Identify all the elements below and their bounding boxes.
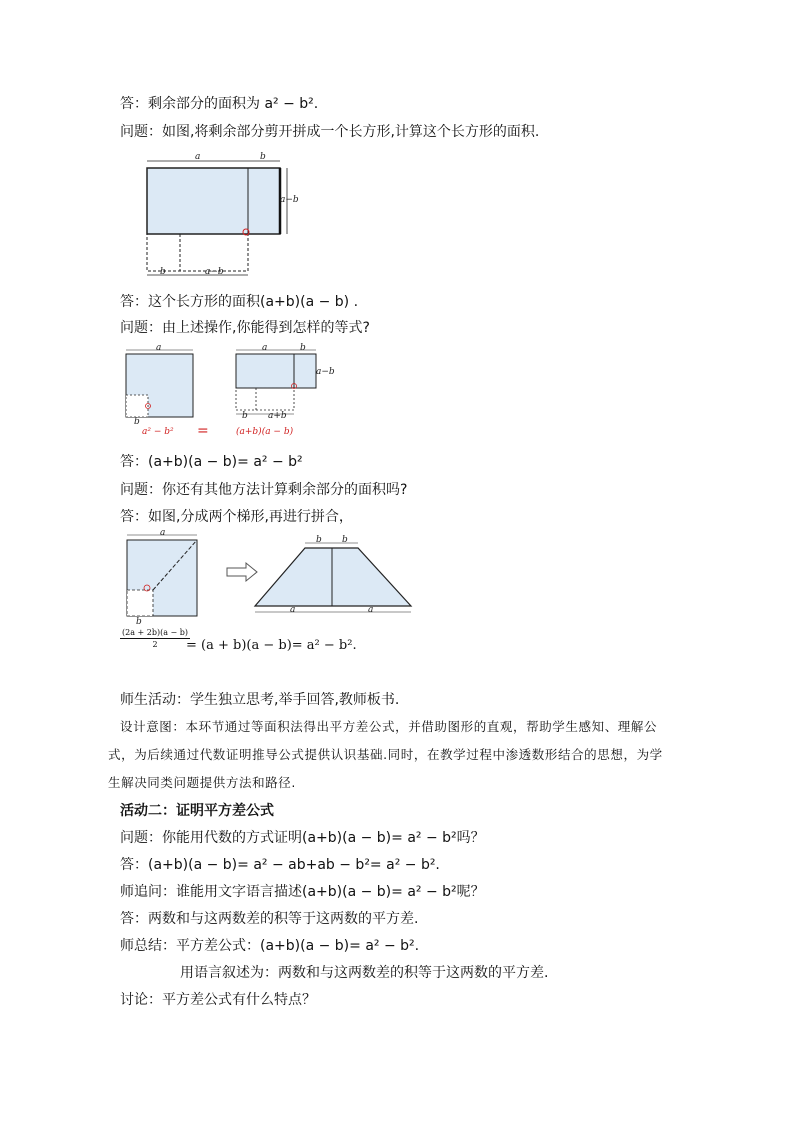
question-rectangle-area: 问题：如图,将剩余部分剪开拼成一个长方形,计算这个长方形的面积. [120,124,540,140]
fig1-label-b: b [260,152,266,162]
fraction-denominator: 2 [152,640,158,649]
figure-trapezoids [120,528,420,627]
fig2-right-caption: (a+b)(a − b) [236,427,294,437]
arrow-right-icon [227,563,257,581]
fraction-result: = (a + b)(a − b)= a² − b². [186,638,357,653]
design-intent-line-1: 设计意图：本环节通过等面积法得出平方差公式，并借助图形的直观，帮助学生感知、理解公 [120,719,658,734]
fig3-label-a-bottom-left: a [290,605,296,615]
question-equation: 问题：由上述操作,你能得到怎样的等式? [120,320,370,336]
fig3-label-b-top-right: b [342,535,348,545]
question-other-method: 问题：你还有其他方法计算剩余部分的面积吗? [120,482,408,498]
fig1-label-amb-right: a−b [280,195,299,205]
design-intent-line-2: 式，为后续通过代数证明推导公式提供认识基础.同时，在教学过程中渗透数形结合的思想，为学 [108,747,663,762]
fig2-label-amb-right: a−b [316,367,335,377]
answer-rectangle-area: 答：这个长方形的面积(a+b)(a − b) . [120,294,359,310]
fraction-numerator: (2a + 2b)(a − b) [122,628,189,637]
fig2-label-a-right: a [262,343,268,353]
answer-trapezoids: 答：如图,分成两个梯形,再进行拼合， [120,509,353,525]
fig1-label-a: a [195,152,201,162]
fig3-label-b-left: b [136,617,142,627]
fig1-label-b-bottom: b [160,267,166,277]
figure-equal-areas [120,344,340,439]
summary-verbal-statement: 用语言叙述为：两数和与这两数差的积等于这两数的平方差. [180,965,549,981]
fig3-label-b-top-left: b [316,535,322,545]
fraction-expression [120,628,190,649]
teacher-followup-question: 师追问：谁能用文字语言描述(a+b)(a − b)= a² − b²呢？ [120,884,485,900]
answer-verbal-description: 答：两数和与这两数差的积等于这两数的平方差. [120,911,419,927]
answer-algebraic-proof: 答：(a+b)(a − b)= a² − ab+ab − b²= a² − b². [120,857,440,873]
fig2-label-ab-bottom: a+b [268,411,287,421]
answer-equation: 答：(a+b)(a − b)= a² − b² [120,454,303,470]
answer-remaining-area: 答：剩余部分的面积为 a² − b². [120,96,319,112]
design-intent-line-3: 生解决同类问题提供方法和路径. [108,775,296,790]
fig2-left-caption: a² − b² [142,427,174,437]
figure-rearranged-rectangle [140,150,310,280]
fig3-label-a-top: a [160,528,166,538]
teacher-student-activity: 师生活动：学生独立思考,举手回答,教师板书. [120,692,400,708]
fig3-label-a-bottom-right: a [368,605,374,615]
fig1-label-amb-bottom: a−b [205,267,224,277]
question-algebraic-proof: 问题：你能用代数的方式证明(a+b)(a − b)= a² − b²吗？ [120,830,485,846]
teacher-summary: 师总结：平方差公式：(a+b)(a − b)= a² − b². [120,938,420,954]
fig2-equals-sign: = [197,423,209,439]
fig2-label-b-right: b [300,343,306,353]
section-heading-activity-two: 活动二：证明平方差公式 [120,803,274,819]
fig2-label-b-bottom: b [242,411,248,421]
fig2-label-b-left: b [134,417,140,427]
discussion-question: 讨论：平方差公式有什么特点？ [120,992,316,1008]
fig2-label-a-left: a [156,343,162,353]
